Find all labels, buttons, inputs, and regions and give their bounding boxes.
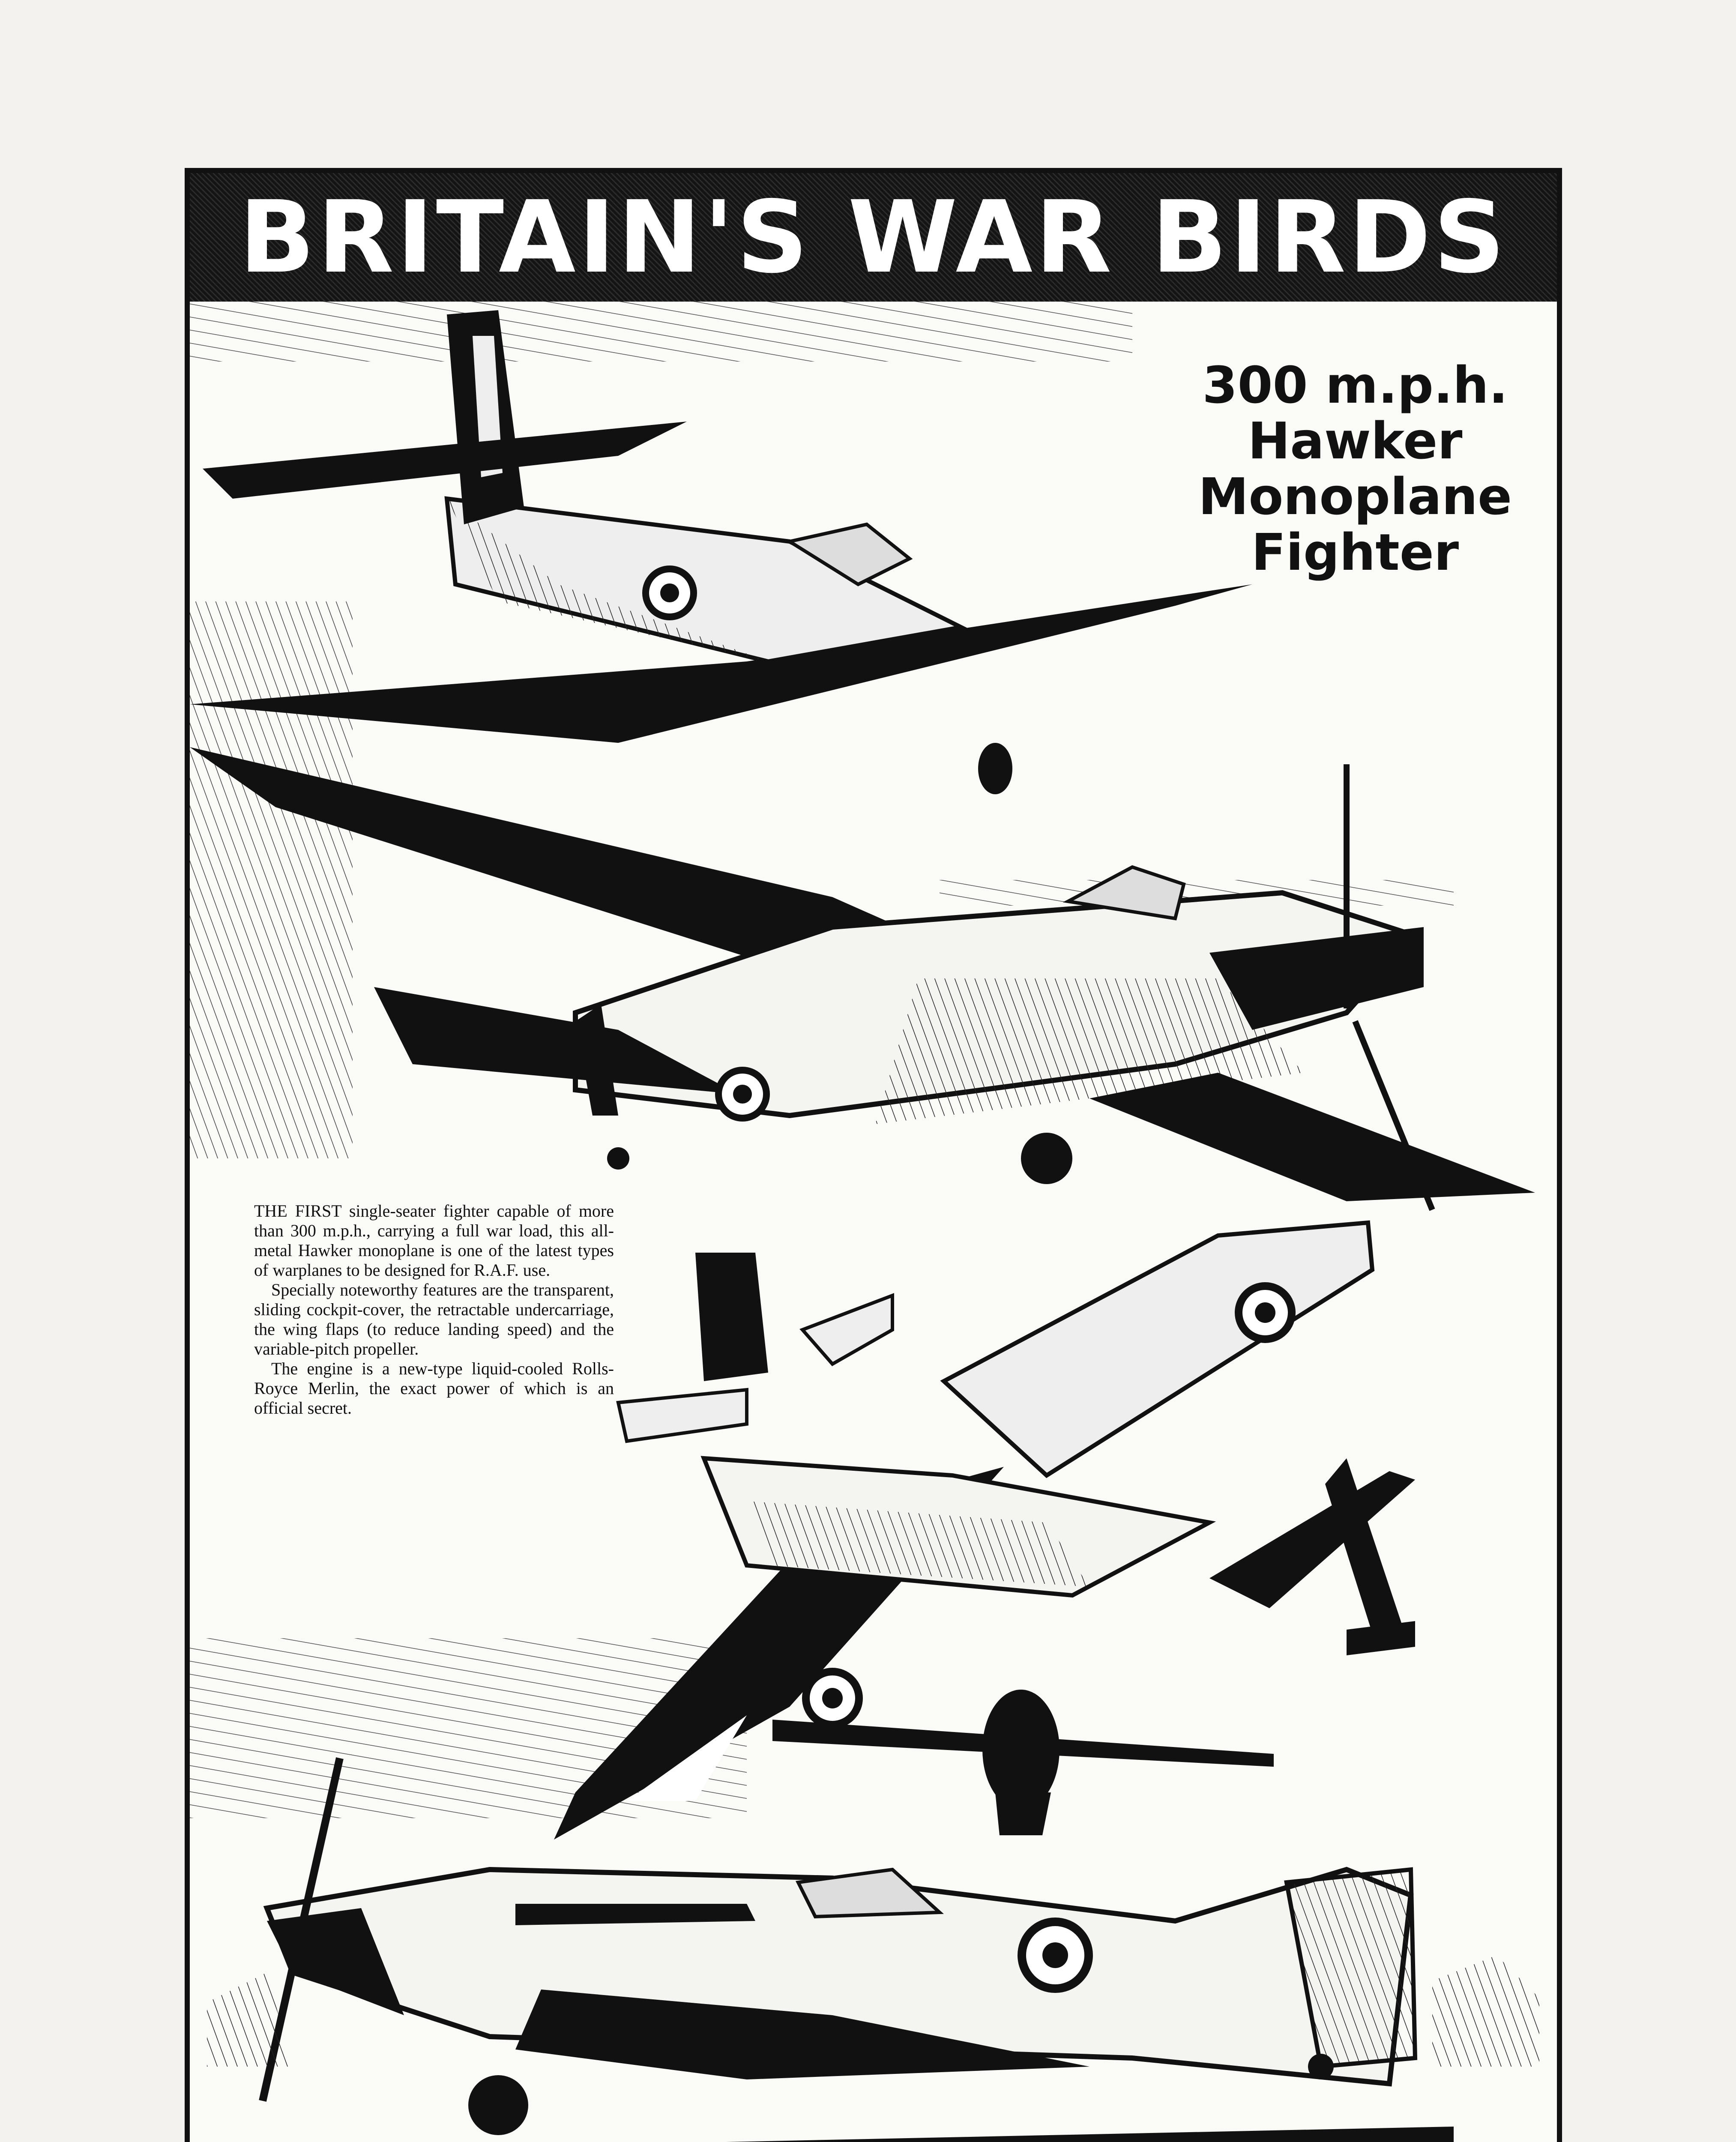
subtitle-line: Hawker xyxy=(1248,411,1463,470)
subtitle-line: 300 m.p.h. xyxy=(1202,356,1508,415)
aircraft-silhouette-icon xyxy=(1209,1458,1415,1655)
fighter-plane-middle xyxy=(190,747,1535,1210)
article-paragraph: Specially noteworthy features are the transparent, sliding cockpit-cover, the retractable undercarriage, the wing flaps (to reduce landing speed) and the variable-pitch propeller. xyxy=(254,1280,614,1358)
article-paragraph: The engine is a new-type liquid-cooled Rolls-Royce Merlin, the exact power of which is an official secret. xyxy=(254,1359,614,1418)
illustration-panel xyxy=(185,168,1562,2142)
subtitle-line: Monoplane xyxy=(1198,467,1512,526)
page-title: BRITAIN'S WAR BIRDS xyxy=(239,179,1508,295)
subtitle xyxy=(1162,357,1548,580)
article-text xyxy=(254,1201,614,1418)
article-paragraph: THE FIRST single-seater fighter capable of more than 300 m.p.h., carrying a full war load, this all-metal Hawker monoplane is one of the latest types of warplanes to be designed for R.A.F. use. xyxy=(254,1201,614,1280)
subtitle-line: Fighter xyxy=(1251,523,1459,582)
